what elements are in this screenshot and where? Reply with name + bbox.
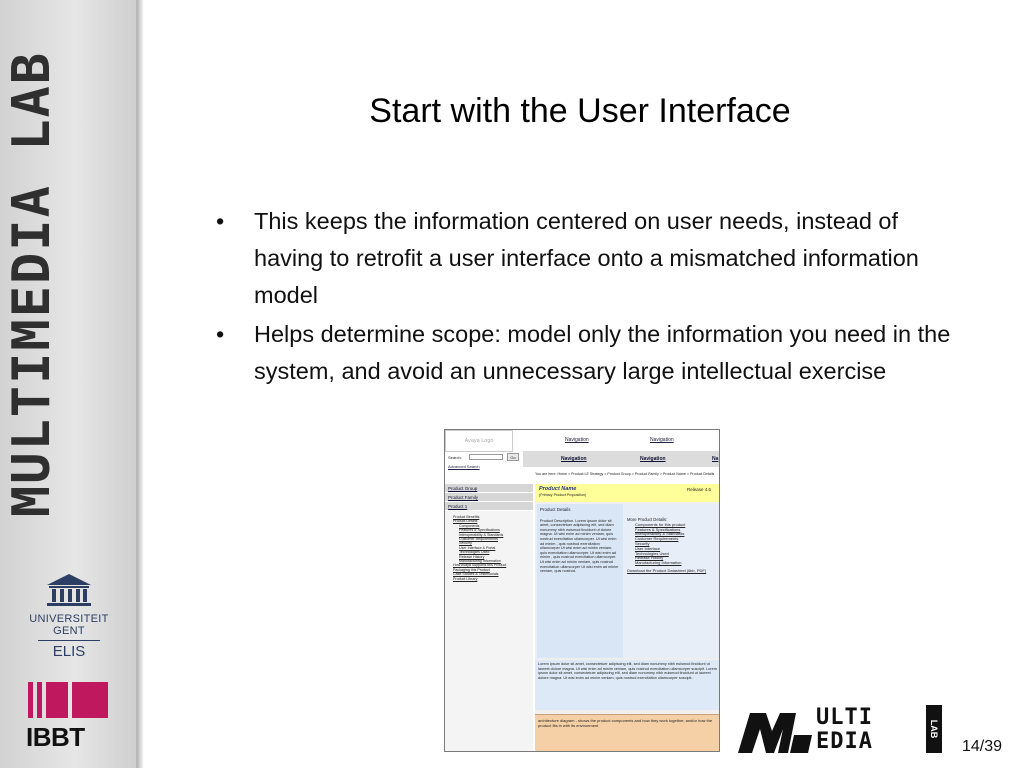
tree-item: Packaging this Product [453, 567, 490, 572]
elis-label: ELIS [38, 640, 100, 660]
tree-item: Components [459, 523, 480, 528]
mockup-search-box [469, 454, 503, 460]
mockup-nav-top-1: Navigation [565, 437, 589, 443]
more-link: Technologies Used [635, 550, 669, 556]
tree-item: Interoperability & Standards [459, 532, 504, 537]
university-building-icon [41, 572, 97, 608]
tree-item: Technologies Used [459, 550, 490, 555]
tree-item: How Avaya Supports this Product [453, 563, 507, 568]
multimedia-lab-vertical-title [4, 14, 60, 554]
more-link: Features & Specifications [635, 526, 681, 532]
bullet-item [212, 316, 952, 390]
more-link: Components for this product [635, 521, 686, 527]
bullet-dot: • [216, 208, 225, 234]
page-number: 14/39 [962, 738, 1003, 755]
logo-lab-bar [926, 705, 942, 753]
more-link: User Interface [635, 545, 661, 551]
tree-item: Features & Specifications [459, 528, 500, 533]
ugent-logo [18, 572, 120, 672]
mockup-product-header [535, 484, 720, 502]
ibbt-logo [26, 682, 116, 754]
tree-item: Security [459, 541, 472, 546]
more-link: Manufacturing Information [635, 560, 682, 566]
mockup-main [535, 484, 720, 752]
multimedia-lab-logo [736, 705, 948, 755]
mockup-side-row: Product Group [445, 484, 533, 493]
mockup-nav-bar [523, 451, 720, 467]
logo-row2: EDIA [816, 729, 873, 754]
band-shadow [138, 0, 144, 768]
slide-title: Start with the User Interface [369, 92, 791, 130]
mockup-product-name: Product Name [539, 486, 577, 492]
more-link: Customer Requirements [635, 536, 679, 542]
more-link: Interoperability & Standards [635, 531, 685, 537]
more-link-download: Download the Product Datasheet (6kb, PDF) [627, 567, 707, 573]
tree-item: Customer Requirements [459, 537, 498, 542]
mockup-details [535, 504, 720, 658]
mockup-search-label: Search: [448, 455, 462, 460]
tree-item: User Interface & Portal [459, 545, 496, 550]
mockup-details-left [537, 504, 623, 658]
tree-item: Product Details [453, 519, 478, 524]
mockup-go-button: Go [507, 453, 519, 461]
bullet-dot: • [216, 321, 225, 347]
mockup-details-head: Product Details [540, 507, 571, 512]
mockup-tree [445, 511, 533, 581]
mockup-details-text: Product Description. Lorem ipsum dolor sit amet, consectetuer adipiscing elit, sed diam nonummy nibh euismod tincidunt ut dolore magna. Ut wisi enim ad minim veniam, quis nostrud exercitation ullamcorper. Ut wisi enim ad minim , quis nostrud exercitation ullamcorper Ut wisi enim ad minim veniam, quis exercitation ullamcorper. Ut wisi enim ad minim , quis nostrud exercitation ullamcorper. Ut wisi enim ad minim veniam, quis nostrud exercitation ullamcorper Ut wisi enim ad minim veniam, quis nostrud. [540, 518, 619, 574]
mockup-side-row: Product Family [445, 493, 533, 502]
vertical-title-text: MULTIMEDIA LAB [2, 50, 62, 518]
mockup-more-head: More Product Details: [627, 517, 668, 522]
mockup-advanced-search: Advanced Search [448, 464, 480, 469]
bullet-text: This keeps the information centered on user needs, instead of having to retrofit a user interface onto a mismatched information model [254, 208, 919, 308]
mockup-nav-3: Na [712, 456, 719, 462]
mm-logo-mark-icon [736, 707, 814, 755]
mockup-lorem: Lorem ipsum dolor sit amet, consectetuer adipiscing elit, sed diam nonummy nibh euismod tincidunt ut laoreet dolore magna. Ut wisi enim ad minim veniam, quis nostrud exercitation ullamcorper suscipit. Lorem ipsum dolor sit amet, consectetuer adipiscing elit, sed diam nonummy nibh euismod tincidunt ut laoreet dolore magna. Ut wisi enim ad minim veniam, quis nostrud exercitation ullamcorper suscipit. [535, 660, 720, 710]
tree-item: Manufacturing Information [459, 559, 501, 564]
ugent-line2: GENT [53, 625, 85, 637]
mockup-nav-2: Navigation [640, 456, 666, 462]
more-link: Security [635, 540, 650, 546]
mockup-side-row: Product 1 [445, 502, 533, 511]
mockup-breadcrumb: You are here: Home > Product LE Strategy > Product Group > Product Family > Product Name > Product Details [535, 472, 715, 476]
mockup-nav-top-2: Navigation [650, 437, 674, 443]
ibbt-bars-icon [28, 682, 112, 718]
logo-lab-text: LAB [929, 719, 939, 739]
tree-item: Product Benefits [453, 515, 480, 519]
course-meta [70, 20, 136, 400]
tree-item: Case Studies & Testimonials [453, 572, 499, 577]
ugent-line1: UNIVERSITEIT [29, 613, 109, 625]
logo-row1: ULTI [816, 705, 873, 730]
mockup-logo: Avaya Logo [445, 430, 513, 452]
ibbt-word: IBBT [26, 722, 85, 752]
tree-item: Release History [459, 554, 485, 559]
bullet-text: Helps determine scope: model only the information you need in the system, and avoid an unnecessary large intellectual exercise [254, 321, 951, 384]
mockup-sidebar [445, 484, 533, 752]
bullet-list [212, 203, 952, 392]
mockup-product-sub: (Primary Product Proposition) [539, 492, 587, 497]
bullet-item [212, 203, 952, 314]
mockup-nav-1: Navigation [561, 456, 587, 462]
mockup-architecture-note: architecture diagram - shows the product components and how they work together, and/or how the product fits in with its environment [535, 714, 720, 752]
mockup-release: Release 4.6 [686, 487, 711, 492]
tree-item: Product Library [453, 576, 478, 581]
more-link: Release History [635, 555, 664, 561]
mockup-more-details [627, 518, 719, 574]
ui-mockup-image [444, 429, 720, 752]
